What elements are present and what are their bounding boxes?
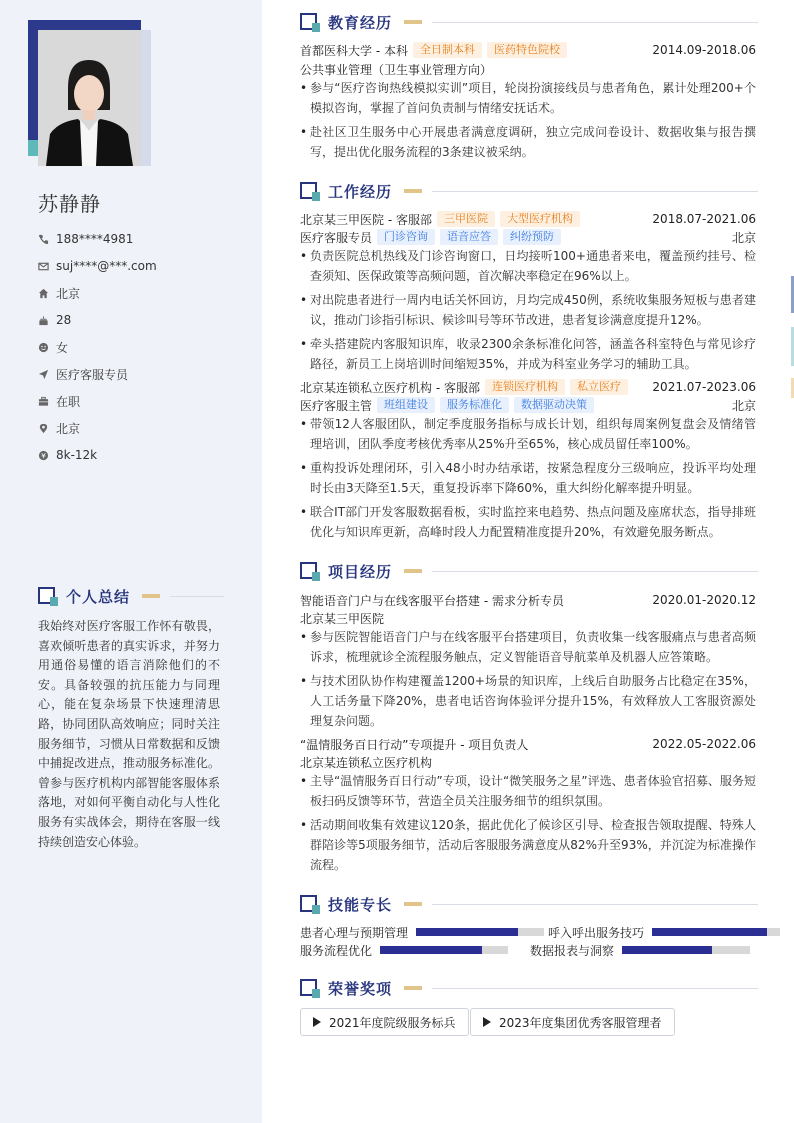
job-header: 北京某三甲医院 - 客服部 三甲医院 大型医疗机构 2018.07-2021.06: [300, 212, 756, 227]
award-item: 2023年度集团优秀客服管理者: [470, 1008, 675, 1036]
list-item: • 牵头搭建院内客服知识库，收录2300余条标准化问答，涵盖各科室特色与常见诊疗路径，新员工上岗培训时间缩短35%，并成为科室业务学习的辅助工具。: [300, 334, 756, 374]
cake-icon: [38, 315, 49, 326]
gender-icon: [38, 342, 49, 353]
phone-icon: [38, 234, 49, 245]
list-item: • 活动期间收集有效建议120条，据此优化了候诊区引导、检查报告领取提醒、特殊人群陪诊等5项服务细节，活动后客服服务满意度从82%升至93%，并沉淀为标准操作流程。: [300, 815, 756, 875]
sidebar: [0, 0, 262, 1123]
skill-bar-fill: [416, 928, 518, 936]
section-square-icon: [300, 13, 319, 32]
education-major: 公共事业管理（卫生事业管理方向）: [300, 62, 493, 77]
list-item: • 对出院患者进行一周内电话关怀回访，月均完成450例，系统收集服务短板与患者建议，推动门诊指引标识、候诊叫号等环节改进，患者复诊满意度提升12%。: [300, 290, 756, 330]
date: 2020.01-2020.12: [652, 593, 756, 607]
skill-item: 呼入呼出服务技巧: [548, 924, 780, 940]
section-square-icon: [38, 587, 57, 606]
summary-section-title: 个人总结: [38, 586, 224, 606]
info-phone: 188****4981: [38, 231, 133, 247]
awards-section-title: 荣誉奖项: [300, 978, 758, 998]
school-line: 首都医科大学 - 本科: [300, 43, 408, 58]
tag: 大型医疗机构: [500, 211, 580, 227]
tag: 门诊咨询: [377, 229, 435, 245]
photo-frame: [28, 20, 152, 166]
date: 2014.09-2018.06: [652, 43, 756, 57]
tag: 语音应答: [440, 229, 498, 245]
list-item: • 与技术团队协作构建覆盖1200+场景的知识库，上线后自助服务占比稳定在35%，人工话务量下降20%，患者电话咨询体验评分提升15%，有效释放人工客服资源处理复杂问题。: [300, 671, 756, 731]
candidate-name: 苏静静: [38, 192, 101, 216]
section-square-icon: [300, 979, 319, 998]
skill-item: 患者心理与预期管理: [300, 924, 544, 940]
tag: 班组建设: [377, 397, 435, 413]
education-section-title: 教育经历: [300, 12, 758, 32]
location-pin-icon: [38, 423, 49, 434]
tag: 全日制本科: [413, 42, 482, 58]
list-item: • 重构投诉处理闭环，引入48小时办结承诺，按紧急程度分三级响应，投诉平均处理时长由3天降至1.5天，重复投诉率下降60%，重大纠纷化解率提升明显。: [300, 458, 756, 498]
list-item: • 参与“医疗咨询热线模拟实训”项目，轮岗扮演接线员与患者角色，累计处理200+个模拟咨询，掌握了首问负责制与情绪安抚话术。: [300, 78, 756, 118]
job-header: 北京某连锁私立医疗机构 - 客服部 连锁医疗机构 私立医疗 2021.07-2023.06: [300, 380, 756, 395]
list-item: • 联合IT部门开发客服数据看板，实时监控来电趋势、热点问题及座席状态，指导排班优化与知识库更新，高峰时段人力配置精准度提升20%，有效避免服务断点。: [300, 502, 756, 542]
date: 2018.07-2021.06: [652, 212, 756, 226]
section-square-icon: [300, 895, 319, 914]
projects-section-title: 项目经历: [300, 561, 758, 581]
skill-bar-fill: [622, 946, 712, 954]
skill-bar: [416, 928, 544, 936]
skill-bar: [380, 946, 508, 954]
date: 2021.07-2023.06: [652, 380, 756, 394]
award-item: 2021年度院级服务标兵: [300, 1008, 469, 1036]
skill-bar-fill: [652, 928, 767, 936]
info-position: 医疗客服专员: [38, 366, 128, 382]
summary-text: 我始终对医疗客服工作怀有敬畏，喜欢倾听患者的真实诉求，并努力用通俗易懂的语言消除他们的不安。具备较强的抗压能力与同理心，能在复杂场景下快速理清思路，协同团队高效响应；同时关注服务细节，习惯从日常数据和反馈中捕捉改进点，推动服务标准化。曾参与医疗机构内部智能客服体系落地，对如何平衡自动化与人性化服务有实战体会，期待在客服一线持续创造安心体验。: [38, 619, 220, 849]
job-position: 医疗客服专员 门诊咨询 语音应答 纠纷预防 北京: [300, 230, 756, 245]
triangle-icon: [483, 1017, 491, 1027]
skill-item: 数据报表与洞察: [530, 942, 750, 958]
job-position: 医疗客服主管 班组建设 服务标准化 数据驱动决策 北京: [300, 398, 756, 413]
skills-section-title: 技能专长: [300, 894, 758, 914]
info-home: 北京: [38, 285, 80, 301]
city: 北京: [731, 398, 756, 413]
info-age: 28: [38, 312, 71, 328]
list-item: • 参与医院智能语音门户与在线客服平台搭建项目，负责收集一线客服痛点与患者高频诉求，梳理就诊全流程服务触点，定义智能语音导航菜单及机器人应答策略。: [300, 627, 756, 667]
education-header: [300, 41, 756, 59]
mail-icon: [38, 261, 49, 272]
briefcase-icon: [38, 396, 49, 407]
list-item: • 主导“温情服务百日行动”专项，设计“微笑服务之星”评选、患者体验官招募、服务短板扫码反馈等环节，营造全员关注服务细节的组织氛围。: [300, 771, 756, 811]
work-section-title: 工作经历: [300, 181, 758, 201]
triangle-icon: [313, 1017, 321, 1027]
tag: 医药特色院校: [487, 42, 567, 58]
project-org: 北京某三甲医院: [300, 611, 385, 626]
city: 北京: [731, 230, 756, 245]
home-icon: [38, 288, 49, 299]
info-email: suj****@***.com: [38, 258, 157, 274]
skill-bar: [622, 946, 750, 954]
tag: 连锁医疗机构: [485, 379, 565, 395]
skill-bar: [652, 928, 780, 936]
project-header: “温情服务百日行动”专项提升 - 项目负责人 2022.05-2022.06: [300, 737, 756, 752]
send-icon: [38, 369, 49, 380]
tag: 纠纷预防: [503, 229, 561, 245]
skill-item: 服务流程优化: [300, 942, 508, 958]
avatar: [38, 30, 141, 166]
date: 2022.05-2022.06: [652, 737, 756, 751]
tag: 私立医疗: [570, 379, 628, 395]
info-salary: 8k-12k: [38, 447, 97, 463]
project-org: 北京某连锁私立医疗机构: [300, 755, 433, 770]
list-item: • 赴社区卫生服务中心开展患者满意度调研，独立完成问卷设计、数据收集与报告撰写，提出优化服务流程的3条建议被采纳。: [300, 122, 756, 162]
info-location: 北京: [38, 420, 80, 436]
skill-bar-fill: [380, 946, 482, 954]
section-square-icon: [300, 562, 319, 581]
tag: 三甲医院: [437, 211, 495, 227]
list-item: • 负责医院总机热线及门诊咨询窗口，日均接听100+通患者来电，覆盖预约挂号、检查须知、医保政策等高频问题，首次解决率稳定在96%以上。: [300, 246, 756, 286]
salary-icon: [38, 450, 49, 461]
section-square-icon: [300, 182, 319, 201]
info-status: 在职: [38, 393, 80, 409]
list-item: • 带领12人客服团队，制定季度服务指标与成长计划，组织每周案例复盘会及情绪管理培训，团队季度考核优秀率从25%升至65%，核心成员留任率100%。: [300, 414, 756, 454]
project-header: 智能语音门户与在线客服平台搭建 - 需求分析专员 2020.01-2020.12: [300, 593, 756, 608]
tag: 服务标准化: [440, 397, 509, 413]
info-gender: 女: [38, 339, 68, 355]
tag: 数据驱动决策: [514, 397, 594, 413]
